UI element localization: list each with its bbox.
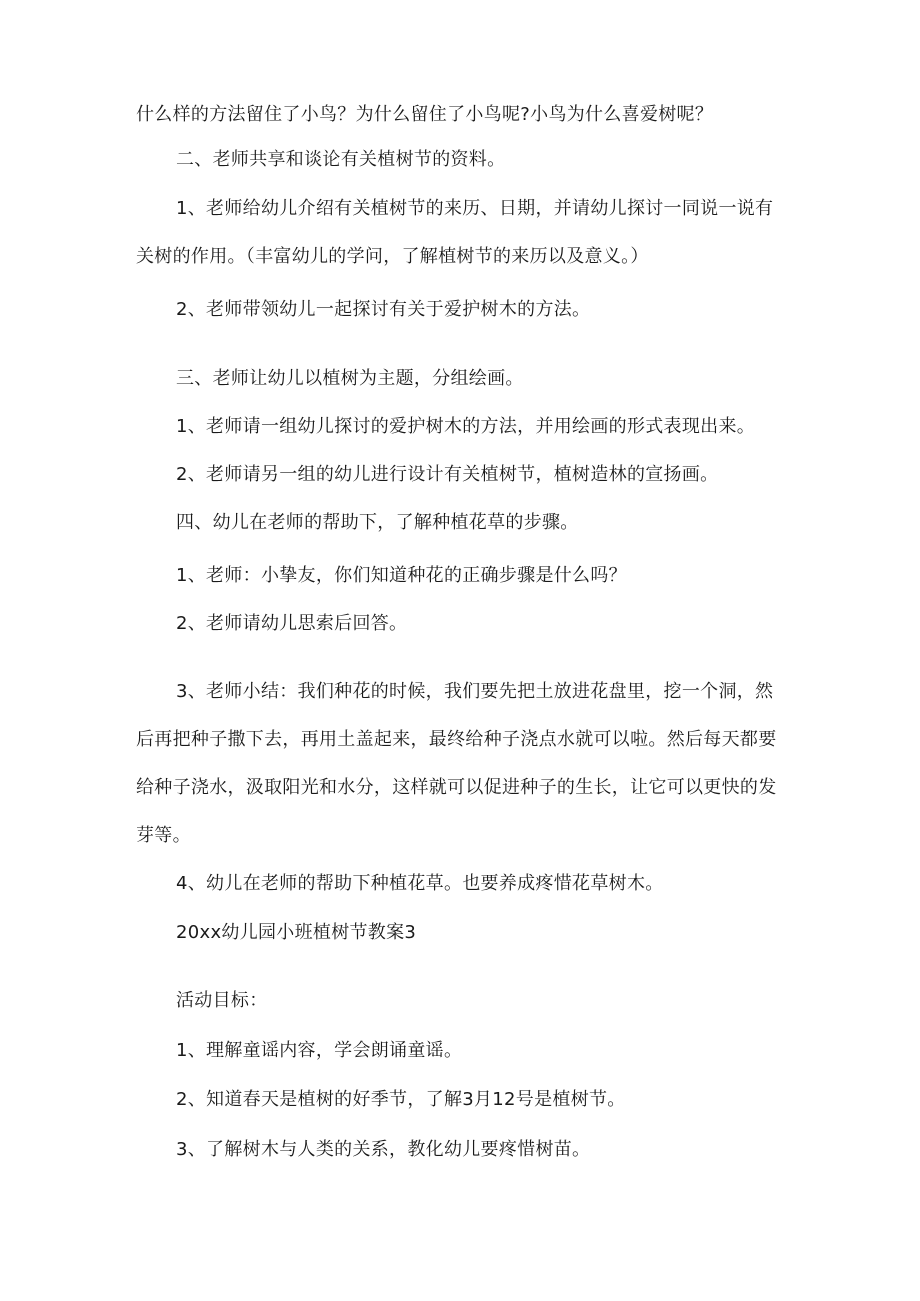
paragraph-line: 2、老师请幼儿思索后回答。 <box>176 613 408 634</box>
paragraph-line: 后再把种子撒下去，再用土盖起来，最终给种子浇点水就可以啦。然后每天都要 <box>136 729 777 750</box>
section-heading: 四、幼儿在老师的帮助下，了解种植花草的步骤。 <box>176 512 579 533</box>
paragraph-line: 给种子浇水，汲取阳光和水分，这样就可以促进种子的生长，让它可以更快的发 <box>136 777 777 798</box>
section-heading: 三、老师让幼儿以植树为主题，分组绘画。 <box>176 368 524 389</box>
paragraph-line: 1、老师：小挚友，你们知道种花的正确步骤是什么吗？ <box>176 565 627 586</box>
section-heading: 活动目标： <box>176 990 268 1011</box>
document-title: 20xx幼儿园小班植树节教案3 <box>176 922 417 943</box>
paragraph-line: 4、幼儿在老师的帮助下种植花草。也要养成疼惜花草树木。 <box>176 873 664 894</box>
list-item: 1、理解童谣内容，学会朗诵童谣。 <box>176 1040 463 1061</box>
paragraph-line: 3、老师小结：我们种花的时候，我们要先把土放进花盘里，挖一个洞，然 <box>176 681 774 702</box>
paragraph-line: 关树的作用。（丰富幼儿的学问，了解植树节的来历以及意义。） <box>136 246 649 267</box>
paragraph-line: 芽等。 <box>136 825 191 846</box>
paragraph-line: 什么样的方法留住了小鸟？为什么留住了小鸟呢?小鸟为什么喜爱树呢？ <box>136 104 714 125</box>
paragraph-line: 2、老师请另一组的幼儿进行设计有关植树节，植树造林的宣扬画。 <box>176 464 719 485</box>
paragraph-line: 1、老师请一组幼儿探讨的爱护树木的方法，并用绘画的形式表现出来。 <box>176 416 756 437</box>
paragraph-line: 2、老师带领幼儿一起探讨有关于爱护树木的方法。 <box>176 299 591 320</box>
list-item: 2、知道春天是植树的好季节，了解3月12号是植树节。 <box>176 1089 626 1110</box>
section-heading: 二、老师共享和谈论有关植树节的资料。 <box>176 149 506 170</box>
list-item: 3、了解树木与人类的关系，教化幼儿要疼惜树苗。 <box>176 1139 591 1160</box>
paragraph-line: 1、老师给幼儿介绍有关植树节的来历、日期，并请幼儿探讨一同说一说有 <box>176 198 774 219</box>
